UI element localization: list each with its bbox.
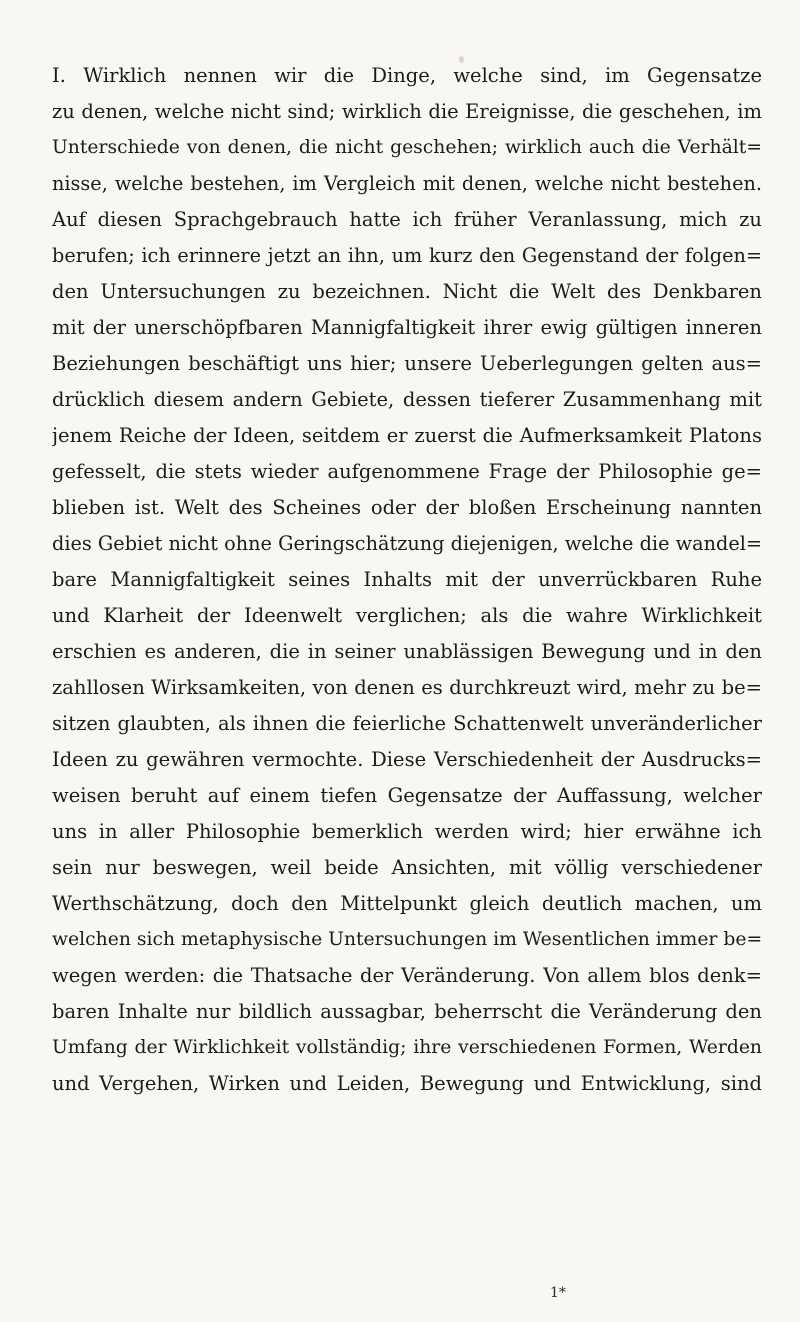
text-line: zahllosen Wirksamkeiten, von denen es durchkreuzt wird, mehr zu be=	[52, 676, 762, 699]
text-line: Ideen zu gewähren vermochte. Diese Verschiedenheit der Ausdrucks=	[52, 748, 762, 771]
text-line: und Vergehen, Wirken und Leiden, Bewegung und Entwicklung, sind	[52, 1072, 762, 1095]
text-line: Beziehungen beschäftigt uns hier; unsere Ueberlegungen gelten aus=	[52, 352, 762, 375]
text-line: bare Mannigfaltigkeit seines Inhalts mit der unverrückbaren Ruhe	[52, 568, 762, 591]
text-line: baren Inhalte nur bildlich aussagbar, beherrscht die Veränderung den	[52, 1000, 762, 1023]
text-line: weisen beruht auf einem tiefen Gegensatze der Auffassung, welcher	[52, 784, 762, 807]
text-line: Auf diesen Sprachgebrauch hatte ich früher Veranlassung, mich zu	[52, 208, 762, 231]
text-line: welchen sich metaphysische Untersuchungen im Wesentlichen immer be=	[52, 929, 762, 950]
body-text	[52, 58, 762, 1102]
text-line: und Klarheit der Ideenwelt verglichen; als die wahre Wirklichkeit	[52, 604, 762, 627]
text-line: sein nur beswegen, weil beide Ansichten, mit völlig verschiedener	[52, 856, 762, 879]
text-line: berufen; ich erinnere jetzt an ihn, um kurz den Gegenstand der folgen=	[52, 244, 762, 267]
text-line: wegen werden: die Thatsache der Veränderung. Von allem blos denk=	[52, 964, 762, 987]
text-line: sitzen glaubten, als ihnen die feierliche Schattenwelt unveränderlicher	[52, 712, 762, 735]
text-line: Werthschätzung, doch den Mittelpunkt gleich deutlich machen, um	[52, 892, 762, 915]
text-line: Unterschiede von denen, die nicht geschehen; wirklich auch die Verhält=	[52, 137, 762, 158]
text-line: drücklich diesem andern Gebiete, dessen tieferer Zusammenhang mit	[52, 388, 762, 411]
text-line: zu denen, welche nicht sind; wirklich die Ereignisse, die geschehen, im	[52, 100, 762, 123]
text-line: Umfang der Wirklichkeit vollständig; ihre verschiedenen Formen, Werden	[52, 1037, 762, 1058]
text-line: uns in aller Philosophie bemerklich werden wird; hier erwähne ich	[52, 820, 762, 843]
text-line: I. Wirklich nennen wir die Dinge, welche sind, im Gegensatze	[52, 64, 762, 87]
text-line: jenem Reiche der Ideen, seitdem er zuerst die Aufmerksamkeit Platons	[52, 424, 762, 447]
text-line: nisse, welche bestehen, im Vergleich mit denen, welche nicht bestehen.	[52, 172, 762, 195]
text-line: erschien es anderen, die in seiner unablässigen Bewegung und in den	[52, 640, 762, 663]
text-line: den Untersuchungen zu bezeichnen. Nicht die Welt des Denkbaren	[52, 280, 762, 303]
printer-signature-mark: 1*	[550, 1285, 566, 1301]
text-line: dies Gebiet nicht ohne Geringschätzung diejenigen, welche die wandel=	[52, 532, 762, 555]
text-line: mit der unerschöpfbaren Mannigfaltigkeit ihrer ewig gültigen inneren	[52, 316, 762, 339]
text-line: blieben ist. Welt des Scheines oder der bloßen Erscheinung nannten	[52, 496, 762, 519]
text-line: gefesselt, die stets wieder aufgenommene Frage der Philosophie ge=	[52, 460, 762, 483]
